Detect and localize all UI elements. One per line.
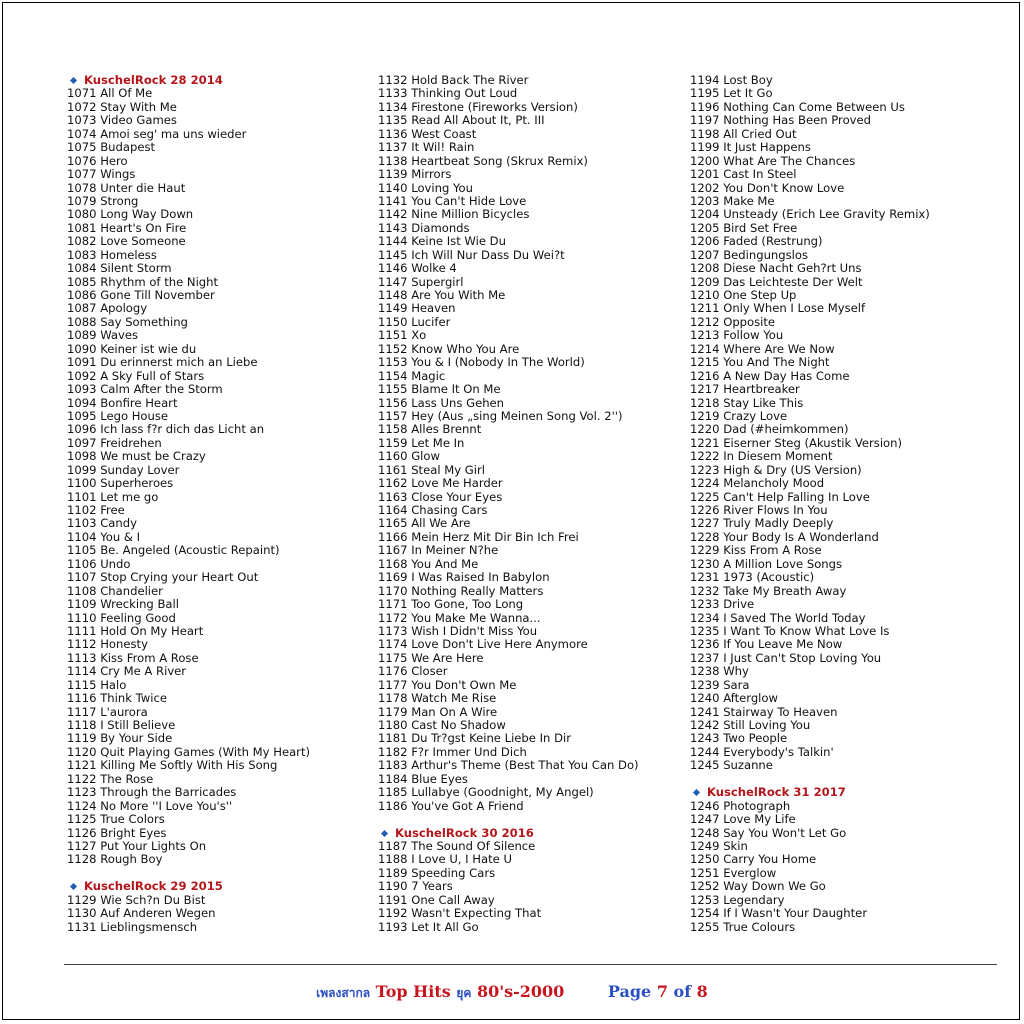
song-entry: 1129 Wie Sch?n Du Bist (67, 892, 206, 907)
song-entry: 1101 Let me go (67, 489, 159, 504)
song-entry: 1072 Stay With Me (67, 99, 177, 114)
song-entry: 1157 Hey (Aus „sing Meinen Song Vol. 2'') (378, 408, 623, 423)
song-entry: 1214 Where Are We Now (690, 341, 835, 356)
song-entry: 1230 A Million Love Songs (690, 556, 843, 571)
song-entry: 1170 Nothing Really Matters (378, 583, 544, 598)
song-entry: 1153 You & I (Nobody In The World) (378, 355, 585, 370)
song-entry: 1177 You Don't Own Me (378, 677, 517, 692)
song-entry: 1217 Heartbreaker (690, 382, 800, 397)
song-entry: 1195 Let It Go (690, 86, 773, 101)
song-entry: 1091 Du erinnerst mich an Liebe (67, 355, 258, 370)
song-entry: 1225 Can't Help Falling In Love (690, 489, 870, 504)
song-entry: 1188 I Love U, I Hate U (378, 852, 512, 867)
song-entry: 1173 Wish I Didn't Miss You (378, 623, 538, 638)
song-entry: 1110 Feeling Good (67, 610, 176, 625)
song-entry: 1136 West Coast (378, 126, 477, 141)
song-entry: 1126 Bright Eyes (67, 825, 167, 840)
song-entry: 1175 We Are Here (378, 650, 484, 665)
song-entry: 1249 Skin (690, 838, 748, 853)
song-entry: 1097 Freidrehen (67, 435, 162, 450)
section-header-label: KuschelRock 30 2016 (395, 825, 534, 840)
song-entry: 1120 Quit Playing Games (With My Heart) (67, 744, 311, 759)
song-entry: 1131 Lieblingsmensch (67, 919, 198, 934)
song-entry: 1207 Bedingungslos (690, 247, 809, 262)
song-entry: 1236 If You Leave Me Now (690, 637, 843, 652)
song-entry: 1071 All Of Me (67, 86, 153, 101)
song-entry: 1117 L'aurora (67, 704, 148, 719)
song-entry: 1139 Mirrors (378, 167, 452, 182)
footer-page-current: 7 (656, 982, 668, 1001)
song-entry: 1232 Take My Breath Away (690, 583, 847, 598)
song-entry: 1160 Glow (378, 449, 440, 464)
song-entry: 1151 Xo (378, 328, 427, 343)
song-entry: 1171 Too Gone, Too Long (378, 597, 524, 612)
song-entry: 1114 Cry Me A River (67, 664, 187, 679)
song-entry: 1168 You And Me (378, 556, 479, 571)
song-entry: 1134 Firestone (Fireworks Version) (378, 99, 578, 114)
section-header (71, 880, 310, 893)
song-entry: 1074 Amoi seg' ma uns wieder (67, 126, 247, 141)
song-entry: 1240 Afterglow (690, 691, 778, 706)
song-entry: 1205 Bird Set Free (690, 220, 798, 235)
footer-top-hits: Top Hits (375, 982, 451, 1001)
song-entry: 1108 Chandelier (67, 583, 163, 598)
song-entry: 1200 What Are The Chances (690, 153, 856, 168)
song-entry: 1079 Strong (67, 193, 139, 208)
song-entry: 1252 Way Down We Go (690, 879, 826, 894)
song-entry: 1222 In Diesem Moment (690, 449, 833, 464)
footer-prefix: เพลงสากล (316, 986, 371, 1000)
song-entry: 1094 Bonfire Heart (67, 395, 178, 410)
song-entry: 1201 Cast In Steel (690, 167, 797, 182)
song-entry: 1216 A New Day Has Come (690, 368, 850, 383)
song-entry: 1146 Wolke 4 (378, 261, 457, 276)
song-entry: 1169 I Was Raised In Babylon (378, 570, 550, 585)
song-entry: 1224 Melancholy Mood (690, 476, 825, 491)
section-header (382, 827, 639, 840)
song-entry: 1174 Love Don't Live Here Anymore (378, 637, 588, 652)
song-entry: 1143 Diamonds (378, 220, 470, 235)
song-entry: 1192 Wasn't Expecting That (378, 906, 542, 921)
song-entry: 1233 Drive (690, 597, 755, 612)
section-header-label: KuschelRock 29 2015 (84, 879, 223, 894)
song-entry: 1158 Alles Brennt (378, 422, 482, 437)
song-entry: 1193 Let It All Go (378, 919, 479, 934)
song-entry: 1105 Be. Angeled (Acoustic Repaint) (67, 543, 280, 558)
song-entry: 1248 Say You Won't Let Go (690, 825, 847, 840)
song-entry: 1223 High & Dry (US Version) (690, 462, 862, 477)
song-entry: 1086 Gone Till November (67, 288, 215, 302)
song-entry: 1092 A Sky Full of Stars (67, 368, 205, 383)
song-entry: 1226 River Flows In You (690, 503, 828, 517)
song-entry: 1245 Suzanne (690, 758, 773, 773)
song-entry: 1085 Rhythm of the Night (67, 274, 219, 289)
song-entry: 1088 Say Something (67, 314, 188, 329)
song-entry: 1243 Two People (690, 731, 788, 746)
song-entry: 1231 1973 (Acoustic) (690, 570, 815, 585)
song-entry: 1221 Eiserner Steg (Akustik Version) (690, 435, 903, 450)
song-entry: 1140 Loving You (378, 180, 473, 195)
song-entry: 1141 You Can't Hide Love (378, 193, 527, 208)
song-entry: 1098 We must be Crazy (67, 449, 206, 464)
song-entry: 1178 Watch Me Rise (378, 691, 497, 706)
song-entry: 1125 True Colors (67, 812, 165, 827)
footer-page-word: Page (607, 982, 652, 1001)
song-entry: 1199 It Just Happens (690, 140, 811, 155)
footer-page-of: of (673, 982, 692, 1001)
song-entry: 1247 Love My Life (690, 812, 796, 827)
song-entry: 1237 I Just Can't Stop Loving You (690, 650, 882, 665)
song-entry: 1111 Hold On My Heart (67, 623, 204, 638)
song-entry: 1104 You & I (67, 529, 141, 544)
song-entry: 1152 Know Who You Are (378, 341, 520, 356)
song-entry: 1250 Carry You Home (690, 852, 817, 867)
song-entry: 1076 Hero (67, 153, 128, 168)
song-entry: 1228 Your Body Is A Wonderland (690, 529, 879, 544)
song-entry: 1163 Close Your Eyes (378, 489, 503, 504)
song-entry: 1145 Ich Will Nur Dass Du Wei?t (378, 247, 565, 262)
song-entry: 1166 Mein Herz Mit Dir Bin Ich Frei (378, 529, 579, 544)
section-spacer (67, 867, 310, 880)
song-entry: 1253 Legendary (690, 892, 785, 907)
song-entry: 1121 Killing Me Softly With His Song (67, 758, 278, 773)
song-entry: 1242 Still Loving You (690, 718, 811, 732)
song-entry: 1219 Crazy Love (690, 408, 788, 423)
song-entry: 1155 Blame It On Me (378, 382, 501, 397)
song-entry: 1202 You Don't Know Love (690, 180, 845, 195)
section-spacer (690, 773, 930, 786)
song-entry: 1156 Lass Uns Gehen (378, 395, 505, 410)
song-entry: 1244 Everybody's Talkin' (690, 744, 834, 759)
song-entry: 1251 Everglow (690, 865, 777, 880)
song-entry: 1135 Read All About It, Pt. III (378, 113, 545, 128)
song-entry: 1133 Thinking Out Loud (378, 86, 518, 101)
song-entry: 1090 Keiner ist wie du (67, 341, 197, 356)
song-entry: 1164 Chasing Cars (378, 503, 488, 517)
song-entry: 1095 Lego House (67, 408, 169, 423)
song-entry: 1212 Opposite (690, 314, 776, 329)
song-entry: 1123 Through the Barricades (67, 785, 237, 800)
song-entry: 1196 Nothing Can Come Between Us (690, 99, 905, 114)
song-entry: 1100 Superheroes (67, 476, 174, 491)
song-entry: 1213 Follow You (690, 328, 784, 343)
song-entry: 1147 Supergirl (378, 274, 464, 289)
song-entry: 1180 Cast No Shadow (378, 718, 506, 732)
song-entry: 1089 Waves (67, 328, 139, 343)
song-entry: 1122 The Rose (67, 771, 154, 786)
song-entry: 1077 Wings (67, 167, 136, 182)
song-entry: 1127 Put Your Lights On (67, 838, 207, 853)
page-footer (0, 982, 1024, 1003)
song-entry: 1099 Sunday Lover (67, 462, 180, 477)
diamond-bullet-icon (693, 789, 700, 796)
song-entry: 1197 Nothing Has Been Proved (690, 113, 872, 128)
song-entry: 1218 Stay Like This (690, 395, 804, 410)
song-entry: 1093 Calm After the Storm (67, 382, 223, 397)
footer-page-total: 8 (696, 982, 708, 1001)
song-entry: 1215 You And The Night (690, 355, 830, 370)
song-entry: 1254 If I Wasn't Your Daughter (690, 906, 868, 921)
song-entry: 1078 Unter die Haut (67, 180, 186, 195)
song-entry: 1128 Rough Boy (67, 852, 163, 867)
section-spacer (378, 813, 639, 826)
song-entry: 1082 Love Someone (67, 234, 186, 249)
song-entry: 1167 In Meiner N?he (378, 543, 499, 558)
song-entry: 1138 Heartbeat Song (Skrux Remix) (378, 153, 588, 168)
song-entry: 1182 F?r Immer Und Dich (378, 744, 527, 759)
song-entry: 1190 7 Years (378, 879, 453, 894)
song-entry: 1172 You Make Me Wanna... (378, 610, 541, 625)
song-entry: 1130 Auf Anderen Wegen (67, 906, 216, 921)
song-entry: 1227 Truly Madly Deeply (690, 516, 834, 531)
song-entry: 1144 Keine Ist Wie Du (378, 234, 506, 249)
section-header-label: KuschelRock 31 2017 (707, 785, 846, 800)
song-entry: 1080 Long Way Down (67, 207, 194, 222)
song-entry: 1191 One Call Away (378, 892, 495, 907)
song-entry: 1210 One Step Up (690, 288, 797, 302)
song-entry: 1206 Faded (Restrung) (690, 234, 823, 249)
song-entry: 1186 You've Got A Friend (378, 798, 524, 813)
footer-years: 80's-2000 (476, 982, 565, 1001)
song-entry: 1119 By Your Side (67, 731, 173, 746)
song-entry: 1084 Silent Storm (67, 261, 172, 276)
song-entry: 1208 Diese Nacht Geh?rt Uns (690, 261, 862, 276)
song-entry: 1204 Unsteady (Erich Lee Gravity Remix) (690, 207, 930, 222)
song-entry: 1106 Undo (67, 556, 131, 571)
song-entry: 1107 Stop Crying your Heart Out (67, 570, 259, 585)
song-entry: 1103 Candy (67, 516, 137, 531)
song-entry: 1109 Wrecking Ball (67, 597, 179, 612)
song-entry: 1235 I Want To Know What Love Is (690, 623, 890, 638)
song-entry: 1142 Nine Million Bicycles (378, 207, 530, 222)
song-entry: 1194 Lost Boy (690, 73, 773, 87)
diamond-bullet-icon (381, 829, 388, 836)
song-entry: 1161 Steal My Girl (378, 462, 485, 477)
song-entry: 1159 Let Me In (378, 435, 465, 450)
song-entry: 1220 Dad (#heimkommen) (690, 422, 849, 437)
song-entry: 1185 Lullabye (Goodnight, My Angel) (378, 785, 594, 800)
song-entry: 1148 Are You With Me (378, 288, 506, 302)
song-entry: 1073 Video Games (67, 113, 177, 128)
song-entry: 1102 Free (67, 503, 125, 517)
song-entry: 1165 All We Are (378, 516, 471, 531)
song-entry: 1081 Heart's On Fire (67, 220, 187, 235)
column-3 (690, 74, 930, 934)
footer-divider (64, 964, 997, 965)
diamond-bullet-icon (70, 883, 77, 890)
song-entry: 1234 I Saved The World Today (690, 610, 866, 625)
song-entry: 1116 Think Twice (67, 691, 167, 706)
section-header (694, 786, 930, 799)
song-entry: 1154 Magic (378, 368, 446, 383)
section-header (71, 74, 310, 87)
song-entry: 1184 Blue Eyes (378, 771, 468, 786)
song-entry: 1238 Why (690, 664, 749, 679)
diamond-bullet-icon (70, 77, 77, 84)
song-entry: 1132 Hold Back The River (378, 73, 529, 87)
footer-era-word: ยุค (456, 986, 472, 1000)
song-entry: 1124 No More ''I Love You's'' (67, 798, 233, 813)
song-entry: 1255 True Colours (690, 919, 796, 934)
song-entry: 1087 Apology (67, 301, 148, 316)
song-entry: 1209 Das Leichteste Der Welt (690, 274, 863, 289)
song-entry: 1229 Kiss From A Rose (690, 543, 822, 558)
song-entry: 1203 Make Me (690, 193, 775, 208)
song-entry: 1187 The Sound Of Silence (378, 838, 536, 853)
section-header-label: KuschelRock 28 2014 (84, 73, 223, 87)
song-entry: 1083 Homeless (67, 247, 157, 262)
song-entry: 1181 Du Tr?gst Keine Liebe In Dir (378, 731, 571, 746)
song-entry: 1149 Heaven (378, 301, 456, 316)
song-entry: 1150 Lucifer (378, 314, 451, 329)
column-1 (67, 74, 310, 934)
song-entry: 1241 Stairway To Heaven (690, 704, 838, 719)
song-entry: 1176 Closer (378, 664, 448, 679)
song-entry: 1211 Only When I Lose Myself (690, 301, 866, 316)
song-entry: 1239 Sara (690, 677, 750, 692)
song-entry: 1118 I Still Believe (67, 718, 176, 732)
song-entry: 1096 Ich lass f?r dich das Licht an (67, 422, 265, 437)
song-entry: 1183 Arthur's Theme (Best That You Can Do) (378, 758, 639, 773)
song-entry: 1198 All Cried Out (690, 126, 797, 141)
song-entry: 1246 Photograph (690, 798, 791, 813)
song-entry: 1115 Halo (67, 677, 127, 692)
column-2 (378, 74, 639, 934)
song-entry: 1189 Speeding Cars (378, 865, 496, 880)
song-entry: 1179 Man On A Wire (378, 704, 498, 719)
song-entry: 1162 Love Me Harder (378, 476, 503, 491)
song-entry: 1113 Kiss From A Rose (67, 650, 199, 665)
song-entry: 1075 Budapest (67, 140, 156, 155)
song-entry: 1112 Honesty (67, 637, 148, 652)
song-entry: 1137 It Wil! Rain (378, 140, 475, 155)
